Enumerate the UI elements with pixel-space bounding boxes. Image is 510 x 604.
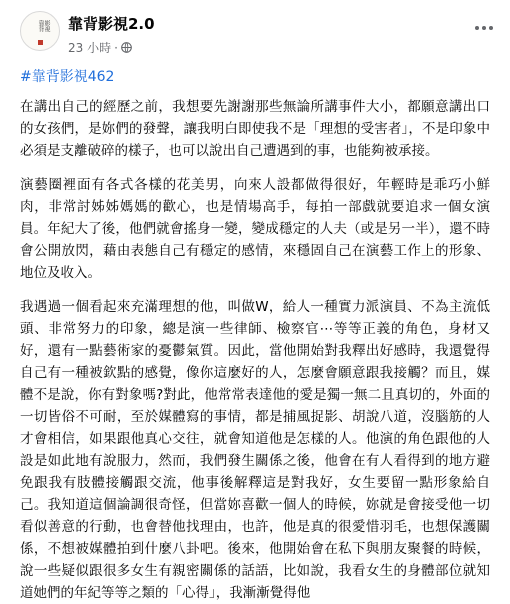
avatar-seal-mark [38,40,43,45]
hashtag-link[interactable]: #靠背影視462 [20,69,115,85]
post-header [0,0,510,64]
post-paragraph: 演藝圈裡面有各式各樣的花美男，向來人設都做得很好，年輕時是乖巧小鮮肉，非常討姊姊媽媽的歡心，也是情場高手，每拍一部戲就要追求一個女演員。年紀大了後，他們就會搖身一變，變成穩定的人夫（或是另一半），還不時會公開放閃，藉由表態自己有穩定的感情，來穩固自己在演藝工作上的形象、地位及收入。 [20,177,490,281]
avatar-logo-text: 靠背 [37,20,44,32]
avatar-logo-text: 影視 [43,20,50,32]
page-avatar[interactable] [20,11,60,51]
post-timestamp[interactable]: 23 小時 [68,41,112,55]
post-paragraph: 我遇過一個看起來充滿理想的他，叫做W，給人一種實力派演員、不為主流低頭、非常努力的印象，總是演一些律師、檢察官⋯等等正義的角色，身材又好，還有一點藝術家的憂鬱氣質。因此，當他開始對我釋出好感時，我還覺得自己有一種被欽點的感覺，像你這麼好的人，怎麼會願意跟我接觸？而且，媒體不是說，你有對象嗎?對此，他常常表達他的愛是獨一無二且真切的，外面的一切皆俗不可耐，至於媒體寫的事情，都是捕風捉影、胡說八道，沒腦筋的人才會相信，如果跟他真心交往，就會知道他是怎樣的人。他演的角色跟他的人設是如此地有說服力，然而，我們發生關係之後，他會在有人看得到的地方避免跟我有肢體接觸跟交流，他事後解釋這是對我好，女生要留一點形象給自己。我知道這個論調很奇怪，但當妳喜歡一個人的時候，妳就是會接受他一切看似善意的行動，也會替他找理由，也許，他是真的很愛惜羽毛，也想保護關係，不想被媒體拍到什麼八卦吧。後來，他開始會在私下與朋友聚餐的時候，說一些疑似跟很多女生有親密關係的話語，比如說，我看女生的身體部位就知道她們的年紀等等之類的「心得」，我漸漸覺得他 [20,299,490,601]
page-name-link[interactable]: 靠背影視2.0 [68,15,155,33]
more-options-icon[interactable] [472,20,496,34]
post-paragraph: 在講出自己的經歷之前，我想要先謝謝那些無論所講事件大小，都願意講出口的女孩們，是妳們的發聲，讓我明白即使我不是「理想的受害者」，不是印象中必須是支離破碎的樣子，也可以說出自己遭遇到的事，也能夠被承接。 [20,99,490,159]
post-meta [68,39,132,56]
globe-icon [121,42,132,53]
meta-separator: · [114,41,118,55]
